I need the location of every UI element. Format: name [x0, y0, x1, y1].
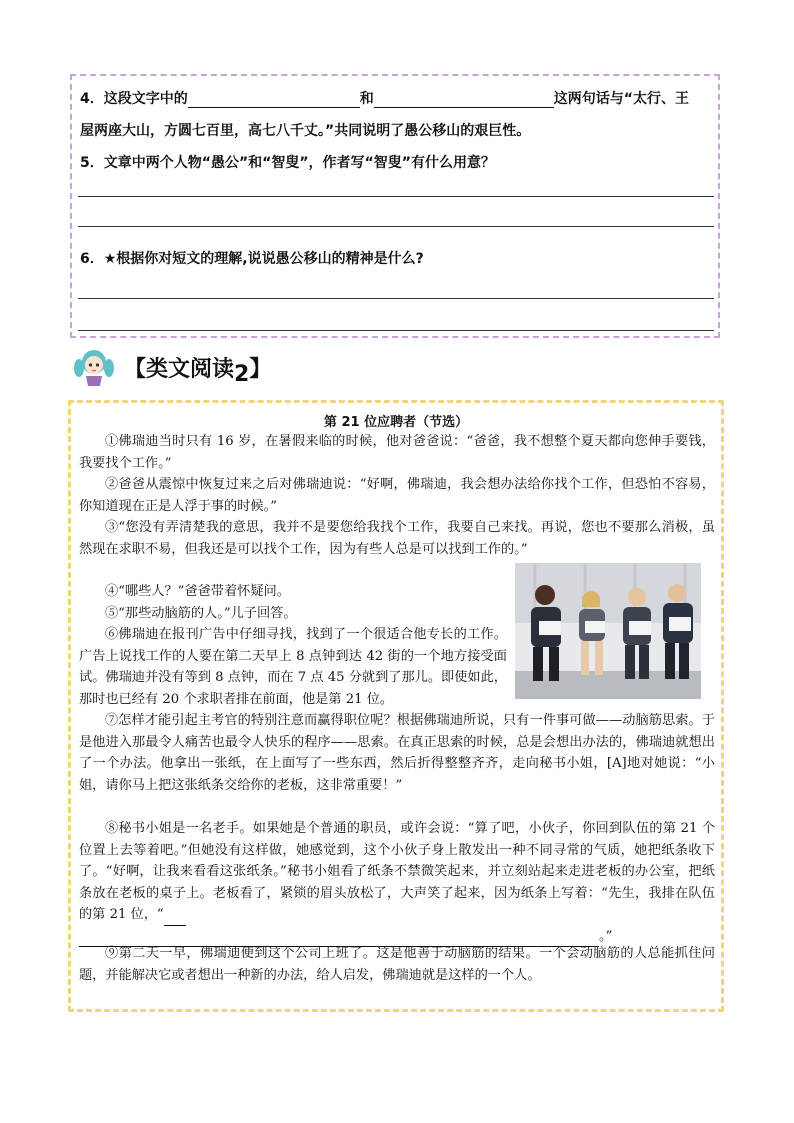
- job-applicants-photo: [515, 563, 701, 699]
- reading-passage-box: [68, 400, 724, 1012]
- paragraph-3: ③“您没有弄清楚我的意思，我并不是要您给我找个工作，我要自己来找。再说，您也不要那么消极，虽然现在求职不易，但我还是可以找个工作，因为有些人总是可以找到工作的。”: [79, 520, 715, 557]
- paragraph-5: ⑤“那些动脑筋的人。”儿子回答。: [105, 606, 297, 621]
- question-5: 5．文章中两个人物“愚公”和“智叟”，作者写“智叟”有什么用意？: [80, 155, 495, 171]
- paragraph-8: [79, 818, 715, 947]
- answer-blank-2[interactable]: [374, 93, 554, 108]
- questions-box: [70, 74, 720, 338]
- paragraph-1: ①佛瑞迪当时只有 16 岁，在暑假来临的时候，他对爸爸说：“爸爸，我不想整个夏天都向您伸手要钱，我要找个工作。”: [79, 434, 715, 471]
- section-title-number: 2: [234, 362, 250, 387]
- answer-line[interactable]: [78, 298, 714, 299]
- answer-line[interactable]: [78, 226, 714, 227]
- paragraph-8-text: ⑧秘书小姐是一名老手。如果她是个普通的职员，或许会说：“算了吧，小伙子，你回到队伍的第 21 个位置上去等着吧。”但她没有这样做，她感觉到，这个小伙子身上散发出一种不同寻常的气质，她把纸条收下了。“好啊，让我来看看这张纸条。”秘书小姐看了纸条不禁微笑起来，并立刻站起来走进老板的办公室，把纸条放在老板的桌子上。老板看了，紧锁的眉头放松了，大声笑了起来，因为纸条上写着：“先生，我排在队伍的第 21 位，“: [79, 821, 715, 922]
- section-title: [124, 352, 272, 387]
- paragraph-8-end: 。”: [599, 928, 613, 944]
- question-4-line2: 屋两座大山，方圆七百里，高七八千丈。”共同说明了愚公移山的艰巨性。: [80, 123, 531, 139]
- girl-mascot-icon: [72, 346, 116, 386]
- article-title: 第 21 位应聘者（节选）: [323, 415, 469, 430]
- question-4-text-a: 4．这段文字中的: [80, 91, 188, 107]
- answer-line[interactable]: [78, 330, 714, 331]
- question-6: 6．★根据你对短文的理解,说说愚公移山的精神是什么?: [80, 251, 424, 267]
- question-4-text-c: 这两句话与“太行、王: [553, 91, 689, 107]
- answer-line[interactable]: [78, 196, 714, 197]
- paragraph-4: ④“哪些人？”爸爸带着怀疑问。: [105, 584, 290, 599]
- answer-blank-1[interactable]: [188, 93, 360, 108]
- answer-blank-inline[interactable]: [164, 911, 186, 926]
- section-title-text: 【类文阅读: [124, 357, 235, 382]
- question-4: [80, 88, 689, 108]
- paragraph-2: ②爸爸从震惊中恢复过来之后对佛瑞迪说：“好啊，佛瑞迪，我会想办法给你找个工作，但恐怕不容易，你知道现在正是人浮于事的时候。”: [79, 477, 715, 514]
- question-4-text-b: 和: [359, 91, 374, 107]
- paragraph-9: ⑨第二天一早，佛瑞迪便到这个公司上班了。这是他善于动脑筋的结果。一个会动脑筋的人总能抓住问题，并能解决它或者想出一种新的办法，给人启发，佛瑞迪就是这样的一个人。: [79, 946, 715, 983]
- paragraph-6: ⑥佛瑞迪在报刊广告中仔细寻找，找到了一个很适合他专长的工作。广告上说找工作的人要在第二天早上 8 点钟到达 42 街的一个地方接受面试。佛瑞迪并没有等到 8 点钟，而在 7 点 45 分就到了那儿。即使如此，那时也已经有 20 个求职者排在前面，他是第 21 位。: [79, 627, 507, 707]
- section-title-bracket: 】: [249, 357, 272, 382]
- paragraph-7: ⑦怎样才能引起主考官的特别注意而赢得职位呢？根据佛瑞迪所说，只有一件事可做——动脑筋思索。于是他进入那最令人痛苦也最令人快乐的程序——思索。在真正思索的时候，总是会想出办法的，佛瑞迪就想出了一个办法。他拿出一张纸，在上面写了一些东西，然后折得整整齐齐，走向秘书小姐，[A]地对她说：“小姐，请你马上把这张纸条交给你的老板，这非常重要！”: [79, 713, 715, 793]
